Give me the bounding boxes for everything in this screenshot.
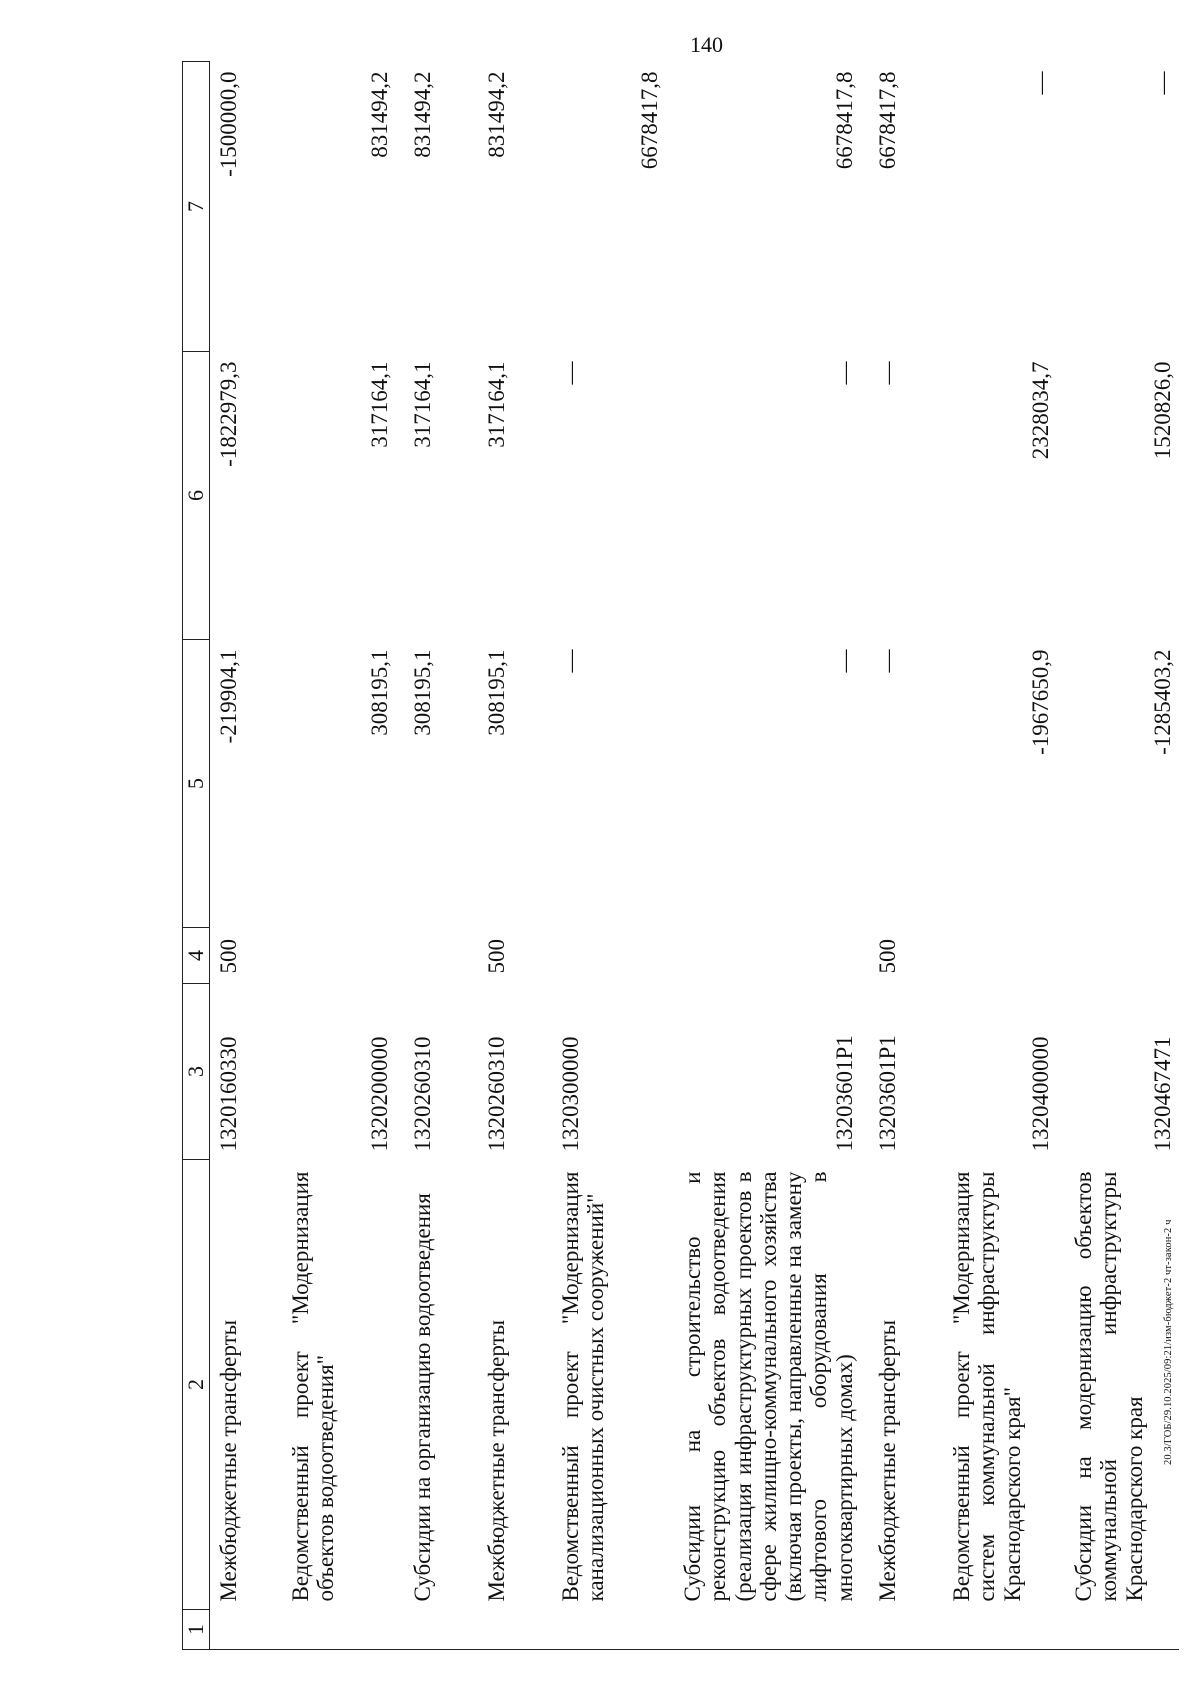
name-cell: Межбюджетные трансферты	[484, 1319, 509, 1602]
row-number-cell	[470, 1610, 544, 1650]
value-cell-5: 308195,1	[410, 649, 435, 736]
row-number-cell	[210, 1610, 275, 1650]
row-number-cell	[861, 1610, 935, 1650]
table-row	[274, 62, 396, 1650]
table-row	[544, 62, 666, 1650]
header-cell: 7	[183, 62, 210, 352]
value-cell-5: -1967650,9	[1027, 649, 1053, 755]
table-row	[666, 62, 861, 1650]
table-row	[396, 62, 470, 1650]
table-row	[470, 62, 544, 1650]
header-cell: 3	[183, 984, 210, 1160]
row-number-cell	[1057, 1610, 1179, 1650]
budget-table	[182, 61, 1179, 1650]
header-cell: 6	[183, 352, 210, 640]
name-cell: Субсидии на модернизацию объектов коммунальной инфраструктуры Краснодарского края	[1071, 1171, 1147, 1602]
code-cell: 13203601P1	[831, 1035, 857, 1152]
row-number-cell	[544, 1610, 666, 1650]
value-cell-7: -1500000,0	[216, 71, 241, 177]
code-cell: 1320160330	[216, 1036, 241, 1152]
name-cell: Ведомственный проект "Модернизация объектов водоотведения"	[288, 1171, 339, 1602]
name-cell: Субсидии на организацию водоотведения	[410, 1193, 435, 1602]
name-cell: Субсидии на строительство и реконструкцию объектов водоотведения (реализация инфраструктурных проектов в сфере жилищно-коммунального хозяйства (включая проекты, направленные на замену лифтового оборудования в многоквартирных домах)	[680, 1171, 857, 1602]
type-cell	[396, 928, 470, 984]
type-cell: 500	[484, 939, 509, 974]
type-cell	[274, 928, 396, 984]
value-cell-6: —	[875, 361, 901, 385]
table-row	[1057, 62, 1179, 1650]
header-cell: 2	[183, 1160, 210, 1610]
name-cell: Ведомственный проект "Модернизация канализационных очистных сооружений"	[558, 1171, 609, 1602]
value-cell-7: —	[1149, 71, 1175, 95]
type-cell	[544, 928, 666, 984]
value-cell-5: —	[875, 649, 901, 673]
table-row	[210, 62, 275, 1650]
code-cell: 1320260310	[410, 1036, 435, 1152]
value-cell-7: 6678417,8	[636, 71, 662, 170]
table-row	[861, 62, 935, 1650]
table-header-row	[183, 62, 210, 1650]
value-cell-5: -1285403,2	[1149, 649, 1175, 755]
code-cell: 1320467471	[1149, 1036, 1175, 1152]
row-number-cell	[274, 1610, 396, 1650]
code-cell: 13203601P1	[875, 1035, 901, 1152]
row-number-cell	[935, 1610, 1057, 1650]
value-cell-7: 6678417,8	[831, 71, 857, 170]
value-cell-5: 308195,1	[366, 649, 392, 736]
row-number-cell	[396, 1610, 470, 1650]
value-cell-5: —	[558, 649, 583, 673]
document-footer-code: 20.3/ГОБ/29.10.2025/09:21/изм-бюджет-2 чт-закон-2 ч	[1163, 1219, 1174, 1465]
value-cell-6: —	[558, 361, 583, 385]
name-cell: Межбюджетные трансферты	[216, 1319, 241, 1602]
value-cell-5: 308195,1	[484, 649, 509, 736]
code-cell: 1320400000	[1027, 1036, 1053, 1152]
value-cell-7: 6678417,8	[875, 71, 901, 170]
code-cell: 1320300000	[558, 1036, 583, 1152]
value-cell-6: 317164,1	[366, 361, 392, 448]
header-cell: 4	[183, 928, 210, 984]
value-cell-6: 317164,1	[410, 361, 435, 448]
value-cell-5: —	[831, 649, 857, 673]
type-cell	[666, 928, 861, 984]
value-cell-7: 831494,2	[410, 71, 435, 158]
page-number: 140	[690, 32, 723, 57]
value-cell-6: —	[831, 361, 857, 385]
type-cell	[935, 928, 1057, 984]
type-cell: 500	[875, 939, 901, 974]
table-row	[935, 62, 1057, 1650]
value-cell-7: —	[1027, 71, 1053, 95]
value-cell-6: 317164,1	[484, 361, 509, 448]
value-cell-7: 831494,2	[484, 71, 509, 158]
code-cell: 1320200000	[366, 1036, 392, 1152]
value-cell-7: 831494,2	[366, 71, 392, 158]
name-cell: Межбюджетные трансферты	[875, 1319, 901, 1602]
row-number-cell	[666, 1610, 861, 1650]
value-cell-5: -219904,1	[216, 649, 241, 744]
type-cell	[1057, 928, 1179, 984]
value-cell-6: -1822979,3	[216, 361, 241, 467]
value-cell-6: 1520826,0	[1149, 361, 1175, 460]
header-cell: 5	[183, 640, 210, 928]
code-cell: 1320260310	[484, 1036, 509, 1152]
type-cell: 500	[216, 939, 241, 974]
header-cell: 1	[183, 1610, 210, 1650]
value-cell-6: 2328034,7	[1027, 361, 1053, 460]
name-cell: Ведомственный проект "Модернизация систем коммунальной инфраструктуры Краснодарского края"	[949, 1171, 1025, 1602]
